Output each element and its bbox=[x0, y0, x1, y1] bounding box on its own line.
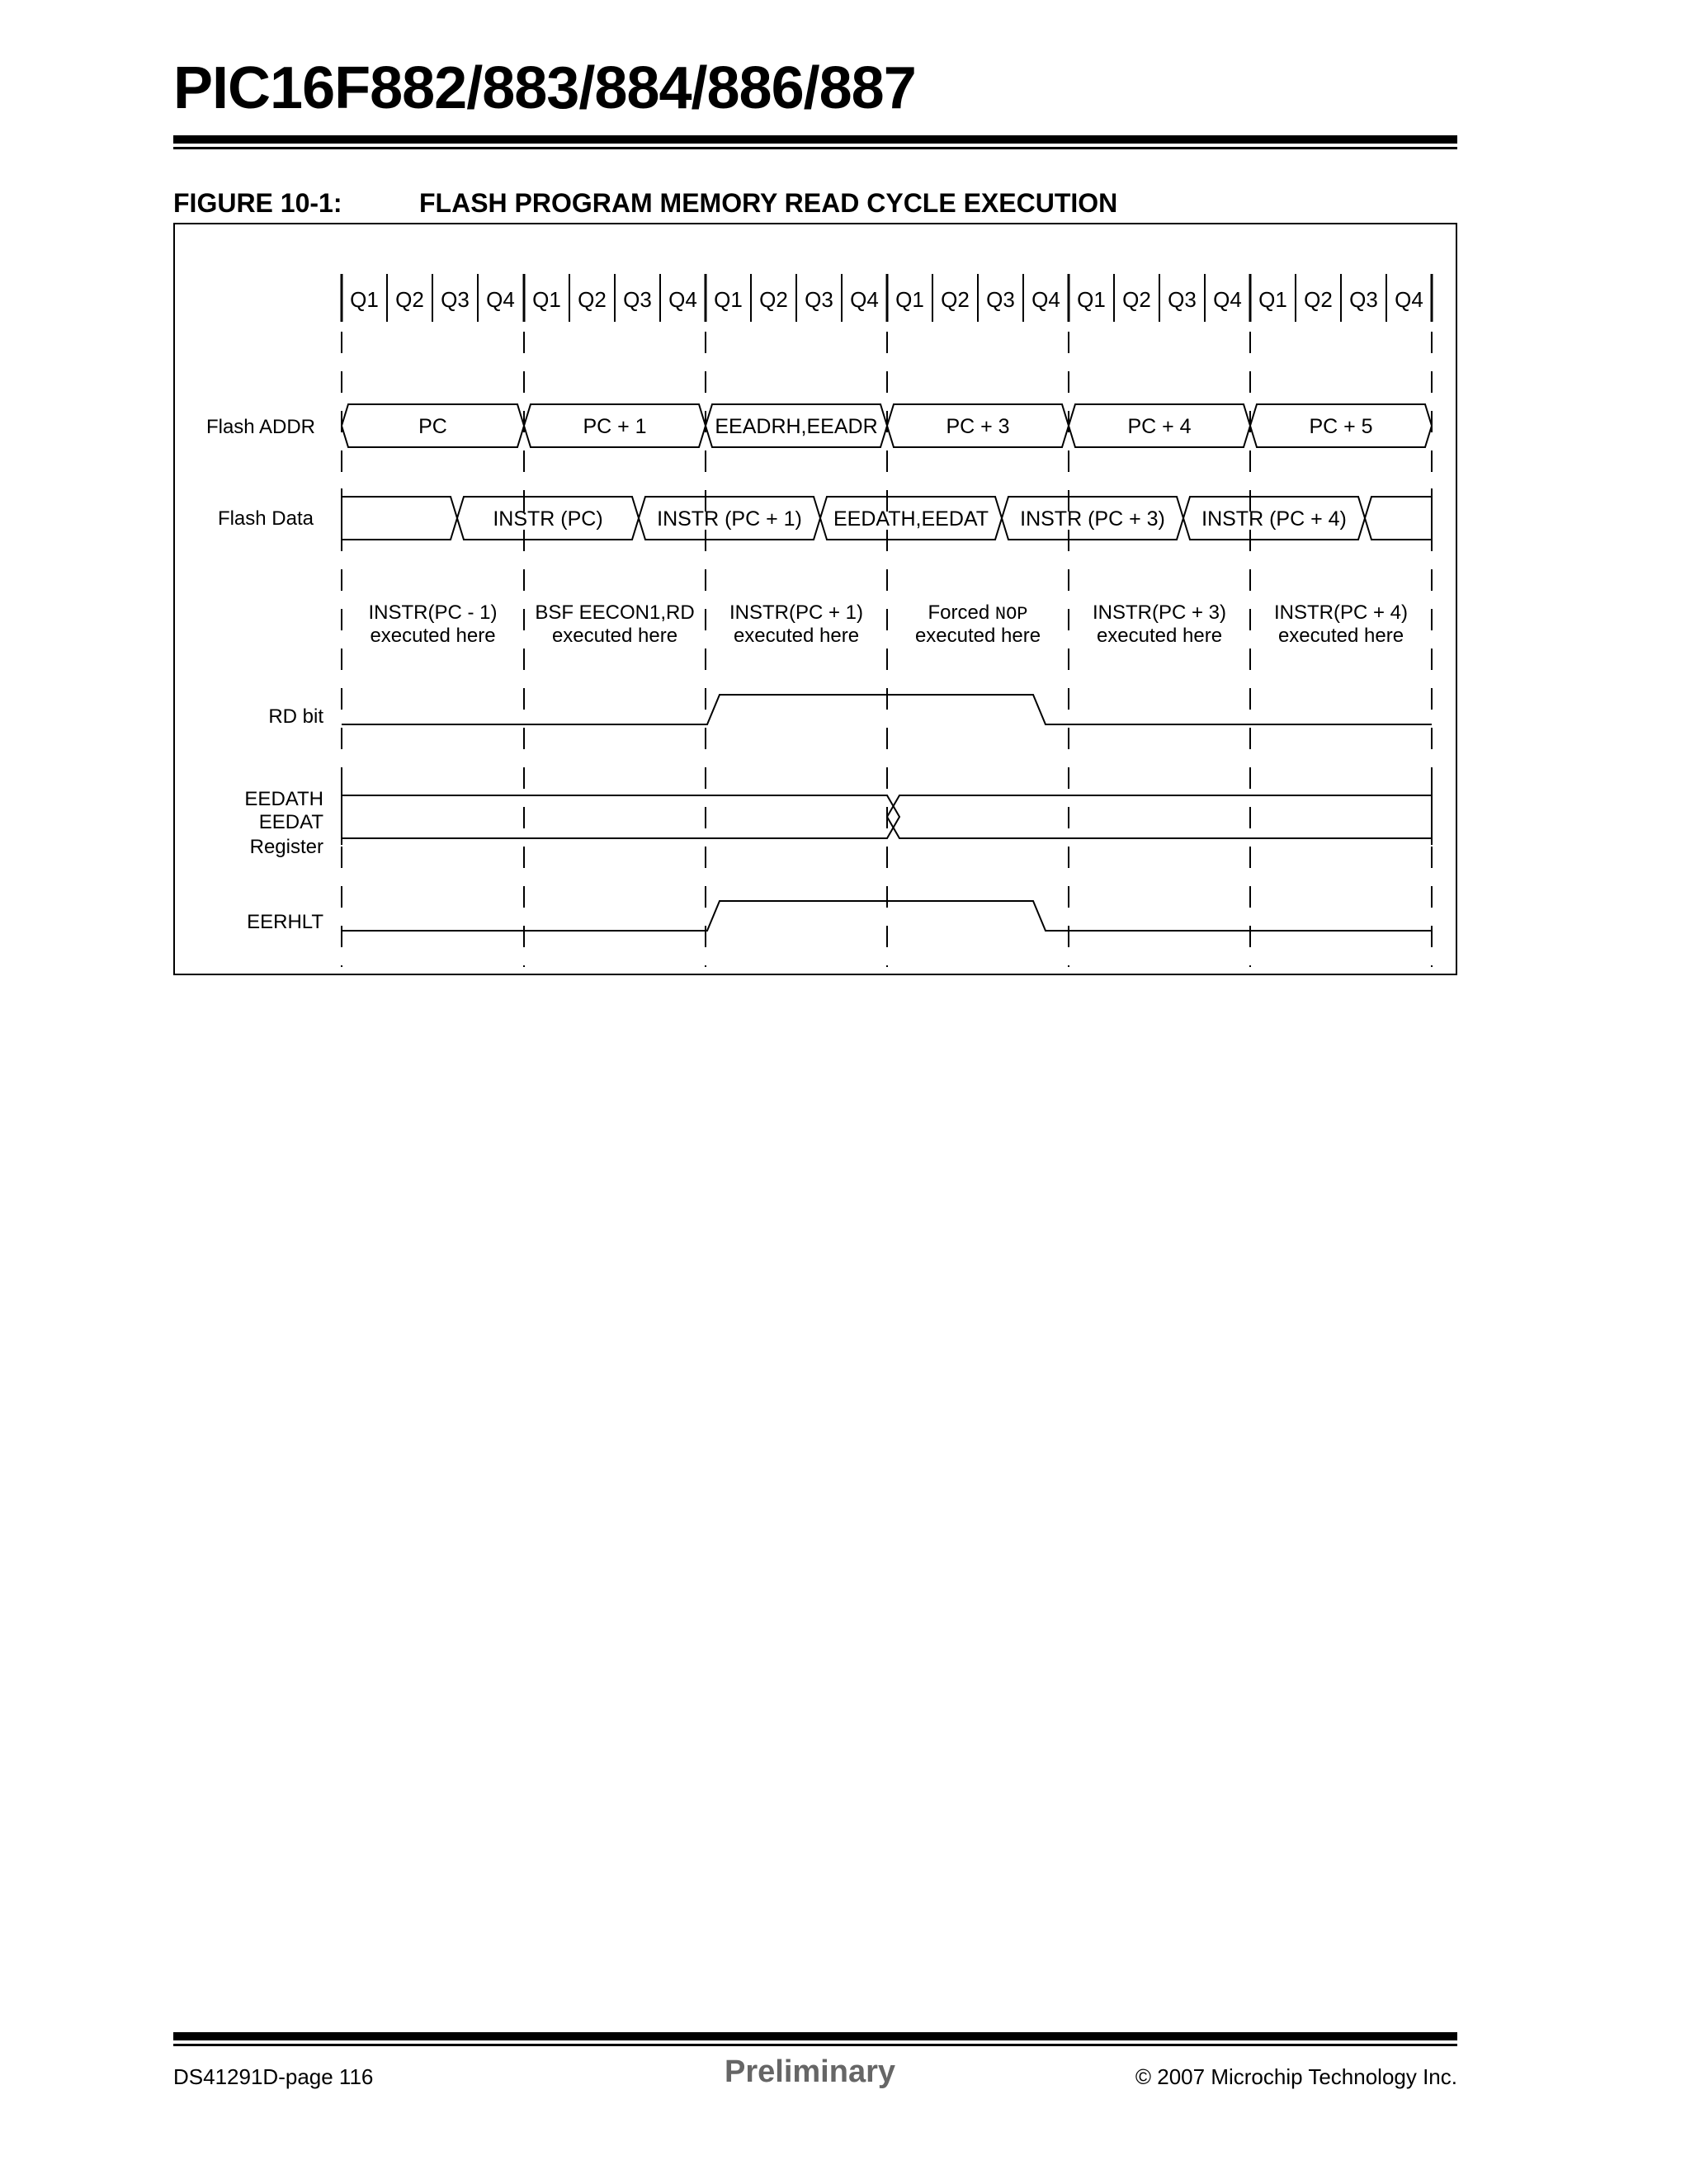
execution-note-line2: executed here bbox=[370, 625, 496, 647]
footer-page-number: DS41291D-page 116 bbox=[173, 2064, 374, 2089]
execution-note-line1: INSTR(PC + 1) bbox=[729, 601, 864, 624]
q-label: Q3 bbox=[441, 287, 470, 312]
q-label: Q2 bbox=[395, 287, 424, 312]
document-title: PIC16F882/883/884/886/887 bbox=[173, 55, 916, 121]
timing-diagram bbox=[175, 224, 1456, 974]
signal-label-eerhlt: EERHLT bbox=[247, 911, 323, 933]
execution-note-line2: executed here bbox=[1277, 625, 1404, 647]
figure-title: FLASH PROGRAM MEMORY READ CYCLE EXECUTION bbox=[419, 188, 1118, 218]
flash-addr-value: PC + 5 bbox=[1309, 415, 1373, 438]
execution-note-line1: BSF EECON1,RD bbox=[535, 601, 695, 624]
q-label: Q1 bbox=[532, 287, 561, 312]
flash-data-value: INSTR (PC) bbox=[493, 507, 603, 531]
figure-number: FIGURE 10-1: bbox=[173, 188, 342, 218]
execution-note-line1: INSTR(PC + 3) bbox=[1092, 601, 1227, 624]
q-label: Q4 bbox=[850, 287, 879, 312]
q-label: Q1 bbox=[1258, 287, 1287, 312]
flash-addr-value: PC + 4 bbox=[1127, 415, 1192, 438]
signal-label-rd-bit: RD bit bbox=[268, 705, 323, 728]
signal-label-eedat: EEDAT bbox=[258, 811, 323, 833]
q-label: Q1 bbox=[714, 287, 743, 312]
q-label: Q1 bbox=[895, 287, 924, 312]
q-label: Q1 bbox=[350, 287, 379, 312]
q-label: Q2 bbox=[1122, 287, 1151, 312]
q-label: Q2 bbox=[759, 287, 788, 312]
flash-data-segment bbox=[342, 497, 457, 540]
q-label: Q2 bbox=[578, 287, 607, 312]
q-label: Q4 bbox=[1031, 287, 1060, 312]
timing-diagram-frame bbox=[173, 223, 1457, 975]
q-label: Q3 bbox=[623, 287, 652, 312]
q-label: Q3 bbox=[1349, 287, 1378, 312]
execution-note-line1: INSTR(PC + 4) bbox=[1273, 601, 1409, 624]
flash-data-value: INSTR (PC + 1) bbox=[657, 507, 802, 531]
eedat-register-segment bbox=[887, 795, 1432, 838]
flash-data-value: INSTR (PC + 3) bbox=[1020, 507, 1165, 531]
execution-note-line1: Forced NOP bbox=[928, 601, 1028, 625]
signal-label-register: Register bbox=[249, 836, 323, 858]
header-rule-thick bbox=[173, 135, 1457, 144]
execution-note-line2: executed here bbox=[1096, 625, 1223, 647]
signal-label-flash-data: Flash Data bbox=[217, 507, 314, 530]
q-label: Q4 bbox=[1395, 287, 1423, 312]
execution-note-line2: executed here bbox=[551, 625, 678, 647]
q-label: Q1 bbox=[1077, 287, 1106, 312]
q-label: Q3 bbox=[1168, 287, 1197, 312]
flash-addr-value: PC bbox=[418, 415, 447, 438]
execution-note-mono: NOP bbox=[994, 604, 1028, 625]
flash-data-value: INSTR (PC + 4) bbox=[1201, 507, 1347, 531]
flash-addr-value: PC + 3 bbox=[946, 415, 1010, 438]
execution-note-line2: executed here bbox=[733, 625, 860, 647]
header-rule-thin bbox=[173, 147, 1457, 149]
q-label: Q4 bbox=[486, 287, 515, 312]
execution-note-line2: executed here bbox=[914, 625, 1041, 647]
footer-rule-thin bbox=[173, 2044, 1457, 2046]
q-label: Q4 bbox=[668, 287, 697, 312]
footer-copyright: © 2007 Microchip Technology Inc. bbox=[1135, 2064, 1457, 2089]
q-label: Q2 bbox=[941, 287, 970, 312]
footer-status: Preliminary bbox=[725, 2054, 895, 2089]
flash-data-value: EEDATH,EEDAT bbox=[833, 507, 989, 531]
q-label: Q4 bbox=[1213, 287, 1242, 312]
flash-addr-value: PC + 1 bbox=[583, 415, 647, 438]
q-label: Q3 bbox=[986, 287, 1015, 312]
signal-label-flash-addr: Flash ADDR bbox=[205, 416, 315, 438]
q-label: Q2 bbox=[1304, 287, 1333, 312]
flash-addr-value: EEADRH,EEADR bbox=[715, 415, 878, 438]
footer-rule-thick bbox=[173, 2032, 1457, 2040]
q-label: Q3 bbox=[805, 287, 833, 312]
signal-label-eedath: EEDATH bbox=[244, 788, 323, 810]
eedat-register-segment bbox=[342, 795, 899, 838]
execution-note-line1: INSTR(PC - 1) bbox=[368, 601, 498, 624]
flash-data-segment bbox=[1365, 497, 1432, 540]
